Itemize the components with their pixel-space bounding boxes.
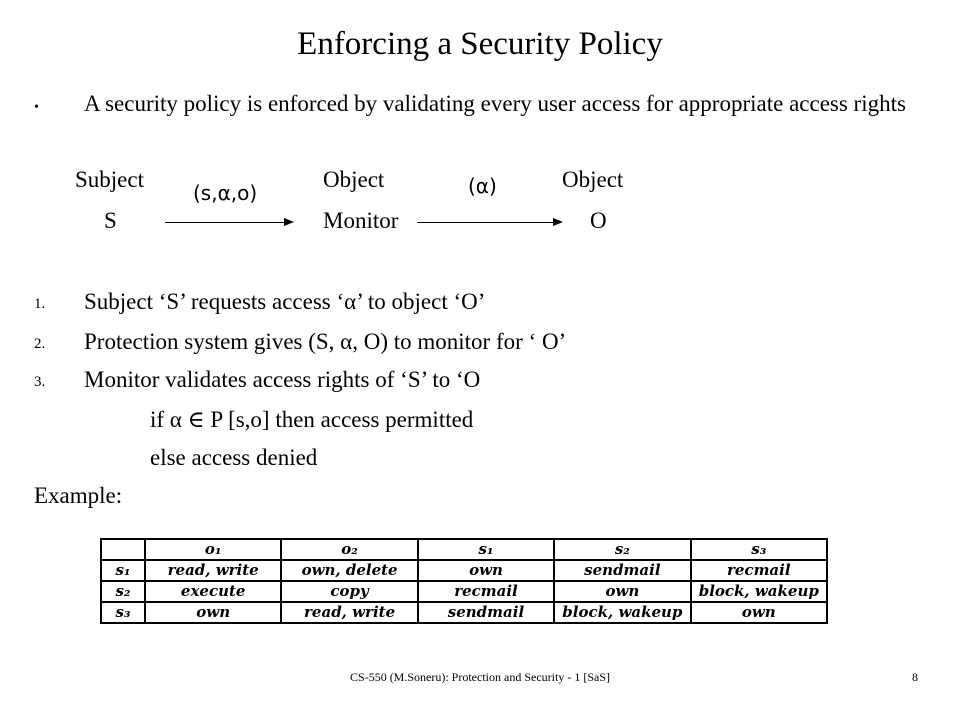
- column-header: s₂: [554, 539, 690, 560]
- column-header: s₁: [418, 539, 554, 560]
- table-cell: block, wakeup: [691, 581, 827, 602]
- step-number: 2.: [34, 336, 46, 352]
- column-header: s₃: [691, 539, 827, 560]
- row-header: s₃: [101, 602, 145, 623]
- table-cell: sendmail: [554, 560, 690, 581]
- table-cell: execute: [145, 581, 281, 602]
- table-row: [101, 560, 827, 581]
- row-header: s₂: [101, 581, 145, 602]
- table-cell: own, delete: [281, 560, 417, 581]
- step-text: Subject ‘S’ requests access ‘α’ to object ‘O’: [84, 289, 486, 314]
- slide-footer: CS-550 (M.Soneru): Protection and Security - 1 [SaS]: [350, 670, 610, 684]
- arrow1-label: (s,α,o): [193, 181, 258, 205]
- table-cell: block, wakeup: [554, 602, 690, 623]
- column-header: o₁: [145, 539, 281, 560]
- table-cell: own: [145, 602, 281, 623]
- table-cell: sendmail: [418, 602, 554, 623]
- table-header-row: [101, 539, 827, 560]
- step-text: Monitor validates access rights of ‘S’ to ‘O: [84, 367, 481, 392]
- arrow2-line: [417, 222, 554, 223]
- table-cell: own: [554, 581, 690, 602]
- row-header: s₁: [101, 560, 145, 581]
- table-cell: read, write: [281, 602, 417, 623]
- table-row: [101, 602, 827, 623]
- arrow2-head-icon: [553, 218, 563, 226]
- monitor-name: Monitor: [323, 208, 399, 233]
- page-number: 8: [912, 670, 918, 684]
- bullet-marker: •: [34, 100, 39, 115]
- table-cell: read, write: [145, 560, 281, 581]
- condition-else: else access denied: [150, 445, 318, 470]
- subject-symbol: S: [104, 208, 117, 233]
- access-matrix-table: [100, 538, 828, 624]
- arrow2-label: (α): [468, 174, 497, 198]
- slide-title: Enforcing a Security Policy: [297, 26, 663, 62]
- step-number: 3.: [34, 374, 46, 390]
- table-cell: copy: [281, 581, 417, 602]
- object-symbol: O: [590, 208, 607, 233]
- table-cell: recmail: [691, 560, 827, 581]
- corner-cell: [101, 539, 145, 560]
- arrow1-line: [165, 222, 285, 223]
- table-cell: recmail: [418, 581, 554, 602]
- subject-heading: Subject: [75, 167, 144, 192]
- bullet-text: A security policy is enforced by validating every user access for appropriate access rights: [84, 91, 906, 116]
- step-text: Protection system gives (S, α, O) to monitor for ‘ O’: [84, 329, 567, 354]
- column-header: o₂: [281, 539, 417, 560]
- arrow1-head-icon: [284, 218, 294, 226]
- monitor-heading: Object: [323, 167, 385, 192]
- condition-if: if α ∈ P [s,o] then access permitted: [150, 407, 474, 432]
- table-cell: own: [418, 560, 554, 581]
- object-heading: Object: [562, 167, 624, 192]
- table-cell: own: [691, 602, 827, 623]
- example-label: Example:: [34, 483, 123, 508]
- table-row: [101, 581, 827, 602]
- step-number: 1.: [34, 296, 46, 312]
